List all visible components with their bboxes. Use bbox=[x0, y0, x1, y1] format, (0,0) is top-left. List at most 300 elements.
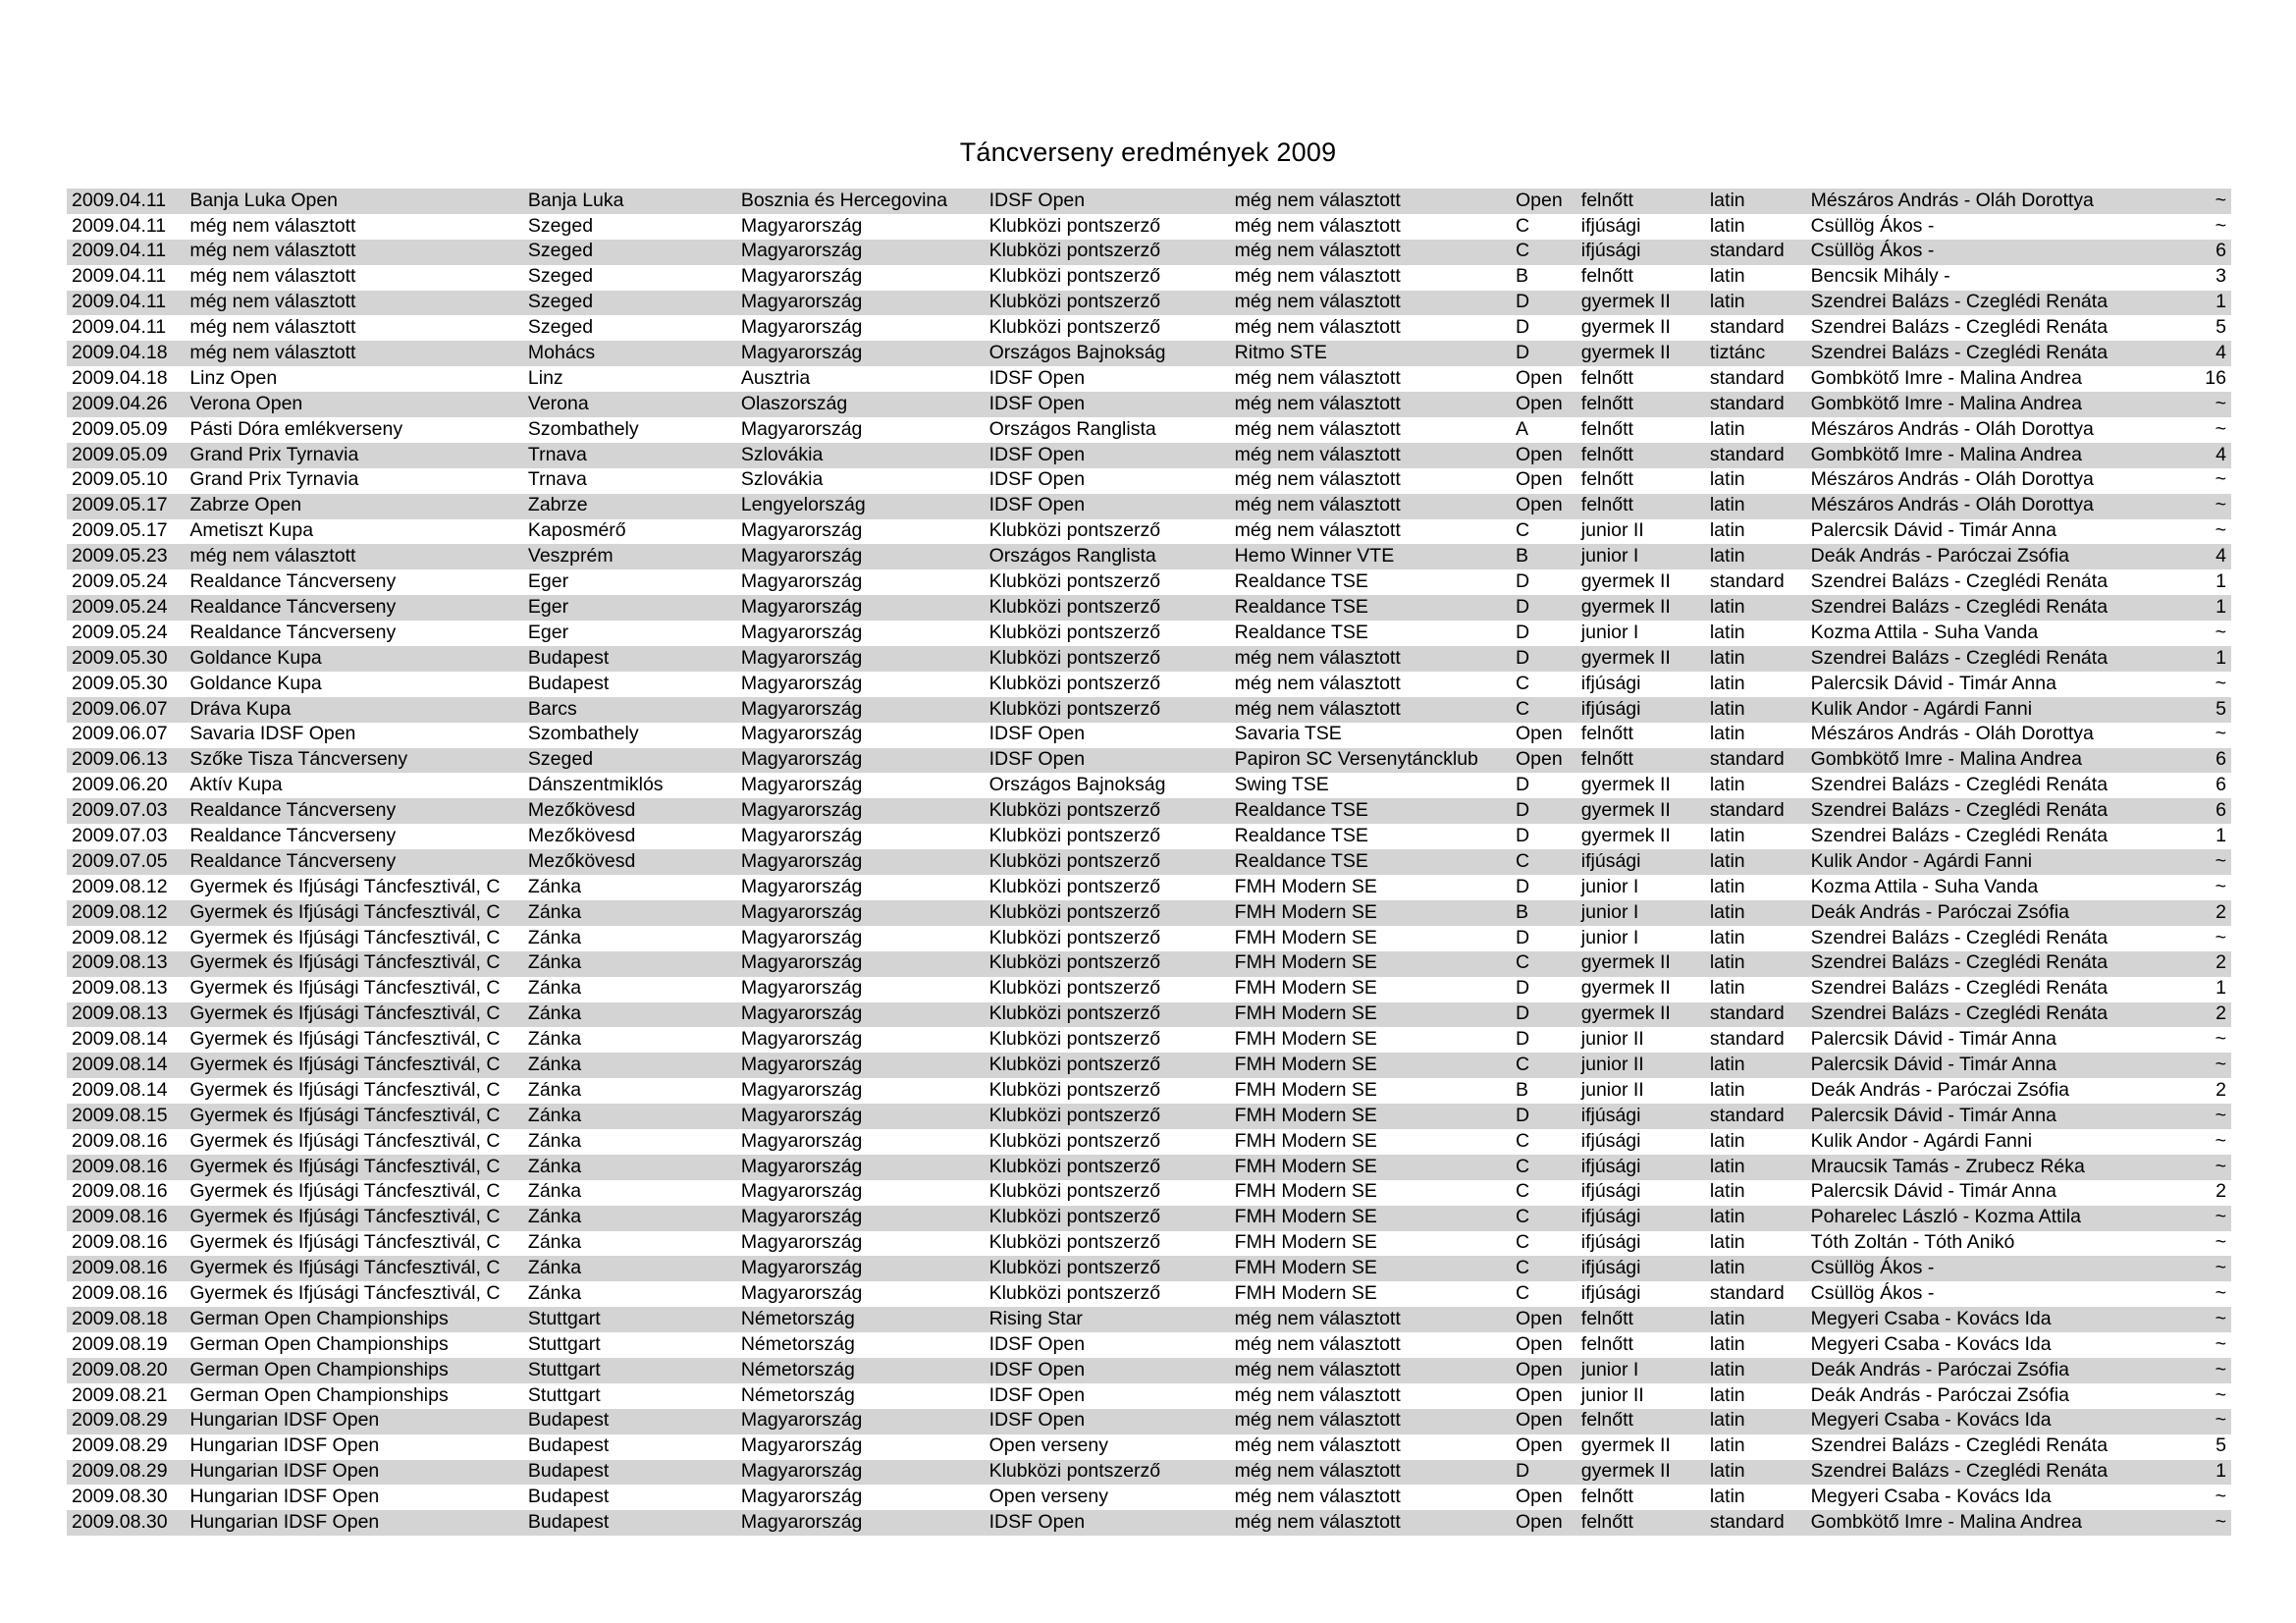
cell-event: Savaria IDSF Open bbox=[189, 723, 356, 745]
cell-date: 2009.04.11 bbox=[72, 214, 167, 237]
cell-class: Open bbox=[1515, 1358, 1563, 1380]
table-row bbox=[67, 569, 2231, 595]
cell-event: Gyermek és Ifjúsági Táncfesztivál, C bbox=[189, 1078, 501, 1101]
cell-date: 2009.08.13 bbox=[72, 1002, 168, 1025]
cell-date: 2009.08.29 bbox=[72, 1460, 168, 1483]
cell-agegroup: felnőtt bbox=[1580, 392, 1633, 414]
cell-place: ~ bbox=[2215, 1053, 2226, 1075]
cell-couple: Csüllög Ákos - bbox=[1810, 1257, 1935, 1279]
cell-date: 2009.06.20 bbox=[72, 774, 168, 796]
cell-event: Goldance Kupa bbox=[189, 646, 322, 669]
cell-club: még nem választott bbox=[1234, 1486, 1401, 1508]
table-row bbox=[67, 875, 2231, 900]
cell-type: Klubközi pontszerző bbox=[988, 900, 1161, 923]
cell-style: latin bbox=[1709, 214, 1745, 237]
cell-type: IDSF Open bbox=[988, 443, 1086, 465]
cell-place: ~ bbox=[2215, 1129, 2226, 1152]
cell-city: Trnava bbox=[527, 468, 587, 491]
cell-city: Budapest bbox=[527, 1460, 610, 1483]
cell-couple: Mészáros András - Oláh Dorottya bbox=[1810, 723, 2094, 745]
cell-agegroup: ifjúsági bbox=[1580, 240, 1641, 262]
cell-agegroup: ifjúsági bbox=[1580, 1155, 1641, 1177]
cell-country: Magyarország bbox=[740, 291, 863, 313]
results-table bbox=[67, 189, 2231, 1536]
cell-class: Open bbox=[1515, 443, 1563, 465]
cell-agegroup: gyermek II bbox=[1580, 977, 1671, 1000]
cell-place: 6 bbox=[2216, 240, 2226, 262]
cell-class: Open bbox=[1515, 1332, 1563, 1355]
cell-style: latin bbox=[1709, 1332, 1745, 1355]
cell-style: latin bbox=[1709, 1155, 1745, 1177]
cell-club: FMH Modern SE bbox=[1234, 1053, 1377, 1075]
cell-date: 2009.04.11 bbox=[72, 291, 167, 313]
cell-club: még nem választott bbox=[1234, 1511, 1401, 1533]
cell-type: Klubközi pontszerző bbox=[988, 1206, 1161, 1228]
table-row bbox=[67, 1358, 2231, 1383]
cell-city: Zánka bbox=[527, 1231, 582, 1254]
cell-place: 4 bbox=[2216, 545, 2226, 568]
cell-country: Magyarország bbox=[740, 265, 863, 288]
cell-city: Mohács bbox=[527, 342, 596, 364]
cell-place: ~ bbox=[2215, 849, 2226, 872]
cell-style: latin bbox=[1709, 824, 1745, 846]
cell-style: standard bbox=[1709, 799, 1785, 822]
table-row bbox=[67, 1206, 2231, 1231]
cell-style: latin bbox=[1709, 1383, 1745, 1406]
cell-club: még nem választott bbox=[1234, 1307, 1401, 1329]
cell-event: Gyermek és Ifjúsági Táncfesztivál, C bbox=[189, 900, 501, 923]
table-row bbox=[67, 951, 2231, 977]
table-row bbox=[67, 977, 2231, 1002]
cell-couple: Palercsik Dávid - Timár Anna bbox=[1810, 1028, 2056, 1051]
cell-class: Open bbox=[1515, 1434, 1563, 1457]
cell-country: Magyarország bbox=[740, 1053, 863, 1075]
cell-type: Országos Ranglista bbox=[988, 545, 1156, 568]
cell-couple: Kulik Andor - Agárdi Fanni bbox=[1810, 849, 2033, 872]
cell-type: Klubközi pontszerző bbox=[988, 672, 1161, 694]
cell-style: latin bbox=[1709, 774, 1745, 796]
cell-place: ~ bbox=[2215, 875, 2226, 897]
cell-club: még nem választott bbox=[1234, 1358, 1401, 1380]
cell-country: Magyarország bbox=[740, 1104, 863, 1126]
cell-country: Magyarország bbox=[740, 621, 863, 643]
cell-couple: Szendrei Balázs - Czeglédi Renáta bbox=[1810, 824, 2109, 846]
cell-style: standard bbox=[1709, 443, 1785, 465]
cell-class: C bbox=[1515, 849, 1530, 872]
cell-date: 2009.08.12 bbox=[72, 926, 168, 948]
table-row bbox=[67, 214, 2231, 240]
cell-couple: Deák András - Paróczai Zsófia bbox=[1810, 900, 2069, 923]
cell-event: Grand Prix Tyrnavia bbox=[189, 468, 359, 491]
cell-date: 2009.08.14 bbox=[72, 1078, 168, 1101]
cell-event: Pásti Dóra emlékverseny bbox=[189, 417, 403, 440]
cell-couple: Gombkötő Imre - Malina Andrea bbox=[1810, 443, 2082, 465]
cell-club: FMH Modern SE bbox=[1234, 1129, 1377, 1152]
cell-class: Open bbox=[1515, 189, 1563, 211]
cell-agegroup: ifjúsági bbox=[1580, 1231, 1641, 1254]
cell-date: 2009.04.11 bbox=[72, 189, 167, 211]
cell-event: még nem választott bbox=[189, 545, 356, 568]
cell-event: Gyermek és Ifjúsági Táncfesztivál, C bbox=[189, 1028, 501, 1051]
cell-city: Stuttgart bbox=[527, 1332, 601, 1355]
table-row bbox=[67, 265, 2231, 291]
table-row bbox=[67, 824, 2231, 849]
cell-club: Realdance TSE bbox=[1234, 570, 1368, 593]
cell-couple: Deák András - Paróczai Zsófia bbox=[1810, 1358, 2069, 1380]
table-row bbox=[67, 1332, 2231, 1358]
cell-agegroup: felnőtt bbox=[1580, 468, 1633, 491]
cell-type: Klubközi pontszerző bbox=[988, 1129, 1161, 1152]
table-row bbox=[67, 672, 2231, 697]
cell-event: Gyermek és Ifjúsági Táncfesztivál, C bbox=[189, 1281, 501, 1304]
cell-club: Hemo Winner VTE bbox=[1234, 545, 1395, 568]
table-row bbox=[67, 341, 2231, 366]
cell-city: Linz bbox=[527, 366, 563, 389]
cell-country: Lengyelország bbox=[740, 494, 866, 516]
cell-city: Budapest bbox=[527, 646, 610, 669]
cell-place: ~ bbox=[2215, 1409, 2226, 1432]
cell-country: Magyarország bbox=[740, 595, 863, 618]
cell-place: ~ bbox=[2215, 189, 2226, 211]
cell-style: latin bbox=[1709, 926, 1745, 948]
cell-club: FMH Modern SE bbox=[1234, 1257, 1377, 1279]
cell-agegroup: gyermek II bbox=[1580, 570, 1671, 593]
cell-city: Eger bbox=[527, 595, 569, 618]
cell-place: ~ bbox=[2215, 1231, 2226, 1254]
cell-date: 2009.08.12 bbox=[72, 900, 168, 923]
cell-city: Stuttgart bbox=[527, 1383, 601, 1406]
cell-type: Klubközi pontszerző bbox=[988, 926, 1161, 948]
cell-country: Magyarország bbox=[740, 545, 863, 568]
cell-class: C bbox=[1515, 1155, 1530, 1177]
cell-type: Klubközi pontszerző bbox=[988, 291, 1161, 313]
cell-club: még nem választott bbox=[1234, 316, 1401, 339]
cell-agegroup: gyermek II bbox=[1580, 1460, 1671, 1483]
cell-club: FMH Modern SE bbox=[1234, 951, 1377, 974]
cell-event: Goldance Kupa bbox=[189, 672, 322, 694]
table-row bbox=[67, 1256, 2231, 1281]
cell-city: Szeged bbox=[527, 748, 594, 771]
table-row bbox=[67, 723, 2231, 748]
cell-city: Zánka bbox=[527, 875, 582, 897]
cell-country: Magyarország bbox=[740, 799, 863, 822]
cell-city: Szeged bbox=[527, 316, 594, 339]
cell-event: még nem választott bbox=[189, 342, 356, 364]
table-row bbox=[67, 1155, 2231, 1180]
cell-city: Barcs bbox=[527, 697, 577, 720]
cell-couple: Szendrei Balázs - Czeglédi Renáta bbox=[1810, 951, 2109, 974]
cell-event: Gyermek és Ifjúsági Táncfesztivál, C bbox=[189, 1231, 501, 1254]
cell-place: ~ bbox=[2215, 1486, 2226, 1508]
cell-country: Magyarország bbox=[740, 672, 863, 694]
cell-agegroup: gyermek II bbox=[1580, 1434, 1671, 1457]
cell-style: standard bbox=[1709, 392, 1785, 414]
cell-style: standard bbox=[1709, 1002, 1785, 1025]
cell-class: Open bbox=[1515, 723, 1563, 745]
cell-style: latin bbox=[1709, 1180, 1745, 1203]
cell-couple: Palercsik Dávid - Timár Anna bbox=[1810, 672, 2056, 694]
cell-agegroup: felnőtt bbox=[1580, 1332, 1633, 1355]
cell-country: Magyarország bbox=[740, 1180, 863, 1203]
table-row bbox=[67, 189, 2231, 214]
cell-club: Realdance TSE bbox=[1234, 621, 1368, 643]
cell-type: Klubközi pontszerző bbox=[988, 1257, 1161, 1279]
cell-agegroup: felnőtt bbox=[1580, 748, 1633, 771]
cell-city: Szombathely bbox=[527, 723, 639, 745]
cell-class: D bbox=[1515, 1002, 1530, 1025]
cell-couple: Megyeri Csaba - Kovács Ida bbox=[1810, 1409, 2052, 1432]
cell-club: még nem választott bbox=[1234, 1434, 1401, 1457]
cell-agegroup: felnőtt bbox=[1580, 417, 1633, 440]
cell-type: Klubközi pontszerző bbox=[988, 799, 1161, 822]
cell-type: Klubközi pontszerző bbox=[988, 849, 1161, 872]
cell-club: Swing TSE bbox=[1234, 774, 1329, 796]
cell-country: Németország bbox=[740, 1358, 855, 1380]
cell-agegroup: ifjúsági bbox=[1580, 849, 1641, 872]
cell-date: 2009.05.24 bbox=[72, 621, 168, 643]
cell-couple: Mészáros András - Oláh Dorottya bbox=[1810, 189, 2094, 211]
cell-place: ~ bbox=[2215, 621, 2226, 643]
cell-agegroup: ifjúsági bbox=[1580, 1180, 1641, 1203]
cell-city: Zánka bbox=[527, 1104, 582, 1126]
cell-country: Magyarország bbox=[740, 1281, 863, 1304]
cell-club: FMH Modern SE bbox=[1234, 1104, 1377, 1126]
cell-club: FMH Modern SE bbox=[1234, 926, 1377, 948]
cell-country: Magyarország bbox=[740, 977, 863, 1000]
cell-city: Banja Luka bbox=[527, 189, 624, 211]
cell-country: Olaszország bbox=[740, 392, 848, 414]
cell-date: 2009.05.24 bbox=[72, 595, 168, 618]
cell-date: 2009.08.16 bbox=[72, 1155, 168, 1177]
cell-style: latin bbox=[1709, 1257, 1745, 1279]
cell-club: FMH Modern SE bbox=[1234, 1231, 1377, 1254]
cell-class: C bbox=[1515, 1129, 1530, 1152]
cell-event: Gyermek és Ifjúsági Táncfesztivál, C bbox=[189, 1206, 501, 1228]
table-row bbox=[67, 1002, 2231, 1028]
cell-date: 2009.08.30 bbox=[72, 1511, 168, 1533]
cell-agegroup: junior I bbox=[1580, 1358, 1639, 1380]
cell-agegroup: junior I bbox=[1580, 545, 1639, 568]
cell-city: Zánka bbox=[527, 1002, 582, 1025]
cell-place: 2 bbox=[2216, 1002, 2226, 1025]
cell-city: Zánka bbox=[527, 977, 582, 1000]
cell-club: még nem választott bbox=[1234, 1332, 1401, 1355]
cell-class: D bbox=[1515, 1028, 1530, 1051]
cell-agegroup: gyermek II bbox=[1580, 824, 1671, 846]
cell-event: Gyermek és Ifjúsági Táncfesztivál, C bbox=[189, 1002, 501, 1025]
cell-club: FMH Modern SE bbox=[1234, 1155, 1377, 1177]
cell-event: Hungarian IDSF Open bbox=[189, 1486, 380, 1508]
table-row bbox=[67, 1027, 2231, 1053]
cell-type: Klubközi pontszerző bbox=[988, 240, 1161, 262]
cell-agegroup: gyermek II bbox=[1580, 595, 1671, 618]
cell-style: standard bbox=[1709, 748, 1785, 771]
cell-type: IDSF Open bbox=[988, 1383, 1086, 1406]
cell-event: Hungarian IDSF Open bbox=[189, 1511, 380, 1533]
cell-country: Magyarország bbox=[740, 1206, 863, 1228]
cell-couple: Palercsik Dávid - Timár Anna bbox=[1810, 519, 2056, 542]
cell-city: Kaposmérő bbox=[527, 519, 626, 542]
cell-event: Realdance Táncverseny bbox=[189, 824, 397, 846]
cell-club: még nem választott bbox=[1234, 519, 1401, 542]
cell-agegroup: felnőtt bbox=[1580, 443, 1633, 465]
table-row bbox=[67, 900, 2231, 926]
table-row bbox=[67, 1460, 2231, 1486]
cell-place: ~ bbox=[2215, 214, 2226, 237]
cell-couple: Szendrei Balázs - Czeglédi Renáta bbox=[1810, 570, 2109, 593]
cell-country: Magyarország bbox=[740, 1486, 863, 1508]
table-row bbox=[67, 443, 2231, 468]
cell-club: még nem választott bbox=[1234, 672, 1401, 694]
cell-couple: Kulik Andor - Agárdi Fanni bbox=[1810, 1129, 2033, 1152]
cell-place: 1 bbox=[2216, 570, 2226, 593]
cell-place: ~ bbox=[2215, 1257, 2226, 1279]
cell-agegroup: felnőtt bbox=[1580, 366, 1633, 389]
cell-agegroup: junior I bbox=[1580, 621, 1639, 643]
cell-city: Szombathely bbox=[527, 417, 639, 440]
cell-couple: Kulik Andor - Agárdi Fanni bbox=[1810, 697, 2033, 720]
cell-agegroup: gyermek II bbox=[1580, 342, 1671, 364]
cell-country: Magyarország bbox=[740, 723, 863, 745]
cell-style: latin bbox=[1709, 291, 1745, 313]
cell-date: 2009.05.10 bbox=[72, 468, 168, 491]
cell-city: Veszprém bbox=[527, 545, 614, 568]
cell-club: még nem választott bbox=[1234, 189, 1401, 211]
cell-type: Klubközi pontszerző bbox=[988, 1104, 1161, 1126]
cell-club: FMH Modern SE bbox=[1234, 875, 1377, 897]
cell-type: Klubközi pontszerző bbox=[988, 824, 1161, 846]
cell-city: Budapest bbox=[527, 1434, 610, 1457]
cell-club: FMH Modern SE bbox=[1234, 1078, 1377, 1101]
cell-club: még nem választott bbox=[1234, 1383, 1401, 1406]
cell-class: Open bbox=[1515, 1486, 1563, 1508]
cell-place: ~ bbox=[2215, 1358, 2226, 1380]
cell-city: Budapest bbox=[527, 672, 610, 694]
cell-style: latin bbox=[1709, 417, 1745, 440]
cell-club: még nem választott bbox=[1234, 494, 1401, 516]
cell-country: Magyarország bbox=[740, 875, 863, 897]
cell-place: 6 bbox=[2216, 748, 2226, 771]
cell-country: Magyarország bbox=[740, 417, 863, 440]
cell-club: még nem választott bbox=[1234, 366, 1401, 389]
cell-date: 2009.08.21 bbox=[72, 1383, 168, 1406]
cell-class: C bbox=[1515, 1053, 1530, 1075]
cell-city: Mezőkövesd bbox=[527, 849, 636, 872]
table-row bbox=[67, 366, 2231, 392]
cell-country: Németország bbox=[740, 1307, 855, 1329]
cell-class: C bbox=[1515, 1180, 1530, 1203]
cell-place: ~ bbox=[2215, 392, 2226, 414]
cell-country: Németország bbox=[740, 1332, 855, 1355]
cell-date: 2009.07.05 bbox=[72, 849, 168, 872]
cell-city: Mezőkövesd bbox=[527, 824, 636, 846]
cell-date: 2009.08.16 bbox=[72, 1257, 168, 1279]
cell-class: Open bbox=[1515, 1383, 1563, 1406]
cell-type: Országos Bajnokság bbox=[988, 342, 1166, 364]
cell-date: 2009.05.09 bbox=[72, 417, 168, 440]
table-row bbox=[67, 1281, 2231, 1307]
cell-city: Verona bbox=[527, 392, 589, 414]
table-row bbox=[67, 1434, 2231, 1460]
cell-country: Bosznia és Hercegovina bbox=[740, 189, 948, 211]
cell-place: 2 bbox=[2216, 951, 2226, 974]
cell-event: Verona Open bbox=[189, 392, 303, 414]
cell-country: Magyarország bbox=[740, 519, 863, 542]
cell-couple: Szendrei Balázs - Czeglédi Renáta bbox=[1810, 316, 2109, 339]
cell-type: IDSF Open bbox=[988, 1332, 1086, 1355]
cell-type: IDSF Open bbox=[988, 1511, 1086, 1533]
cell-type: Klubközi pontszerző bbox=[988, 570, 1161, 593]
cell-club: Realdance TSE bbox=[1234, 799, 1368, 822]
cell-type: Klubközi pontszerző bbox=[988, 1460, 1161, 1483]
cell-style: latin bbox=[1709, 1053, 1745, 1075]
cell-agegroup: felnőtt bbox=[1580, 723, 1633, 745]
results-table-body bbox=[67, 189, 2231, 1536]
cell-class: B bbox=[1515, 1078, 1528, 1101]
cell-club: Realdance TSE bbox=[1234, 824, 1368, 846]
cell-place: 2 bbox=[2216, 1180, 2226, 1203]
results-table-container bbox=[67, 189, 2231, 1536]
cell-club: FMH Modern SE bbox=[1234, 977, 1377, 1000]
cell-event: Realdance Táncverseny bbox=[189, 595, 397, 618]
cell-couple: Csüllög Ákos - bbox=[1810, 1281, 1935, 1304]
cell-class: D bbox=[1515, 316, 1530, 339]
cell-class: D bbox=[1515, 926, 1530, 948]
table-row bbox=[67, 494, 2231, 519]
table-row bbox=[67, 315, 2231, 341]
cell-agegroup: junior I bbox=[1580, 900, 1639, 923]
cell-event: még nem választott bbox=[189, 265, 356, 288]
cell-place: 1 bbox=[2216, 977, 2226, 1000]
cell-date: 2009.08.29 bbox=[72, 1434, 168, 1457]
cell-city: Zánka bbox=[527, 1180, 582, 1203]
cell-class: A bbox=[1515, 417, 1528, 440]
cell-city: Zánka bbox=[527, 900, 582, 923]
cell-country: Magyarország bbox=[740, 1129, 863, 1152]
cell-agegroup: ifjúsági bbox=[1580, 1104, 1641, 1126]
cell-couple: Szendrei Balázs - Czeglédi Renáta bbox=[1810, 342, 2109, 364]
cell-type: Klubközi pontszerző bbox=[988, 214, 1161, 237]
cell-couple: Palercsik Dávid - Timár Anna bbox=[1810, 1053, 2056, 1075]
cell-place: ~ bbox=[2215, 1155, 2226, 1177]
cell-type: Klubközi pontszerző bbox=[988, 1180, 1161, 1203]
cell-club: FMH Modern SE bbox=[1234, 1281, 1377, 1304]
cell-place: ~ bbox=[2215, 494, 2226, 516]
cell-style: latin bbox=[1709, 849, 1745, 872]
cell-date: 2009.08.14 bbox=[72, 1053, 168, 1075]
cell-style: standard bbox=[1709, 1281, 1785, 1304]
table-row bbox=[67, 1078, 2231, 1104]
cell-style: latin bbox=[1709, 723, 1745, 745]
cell-country: Magyarország bbox=[740, 697, 863, 720]
cell-agegroup: junior I bbox=[1580, 875, 1639, 897]
cell-event: Hungarian IDSF Open bbox=[189, 1460, 380, 1483]
cell-club: Realdance TSE bbox=[1234, 595, 1368, 618]
cell-agegroup: gyermek II bbox=[1580, 316, 1671, 339]
cell-style: standard bbox=[1709, 240, 1785, 262]
cell-event: még nem választott bbox=[189, 291, 356, 313]
cell-city: Zánka bbox=[527, 1257, 582, 1279]
cell-club: még nem választott bbox=[1234, 291, 1401, 313]
cell-event: még nem választott bbox=[189, 316, 356, 339]
cell-city: Szeged bbox=[527, 291, 594, 313]
cell-club: Papiron SC Versenytáncklub bbox=[1234, 748, 1478, 771]
cell-event: Gyermek és Ifjúsági Táncfesztivál, C bbox=[189, 1257, 501, 1279]
cell-class: C bbox=[1515, 1231, 1530, 1254]
cell-place: 1 bbox=[2216, 595, 2226, 618]
cell-type: Klubközi pontszerző bbox=[988, 1028, 1161, 1051]
cell-place: 4 bbox=[2216, 342, 2226, 364]
